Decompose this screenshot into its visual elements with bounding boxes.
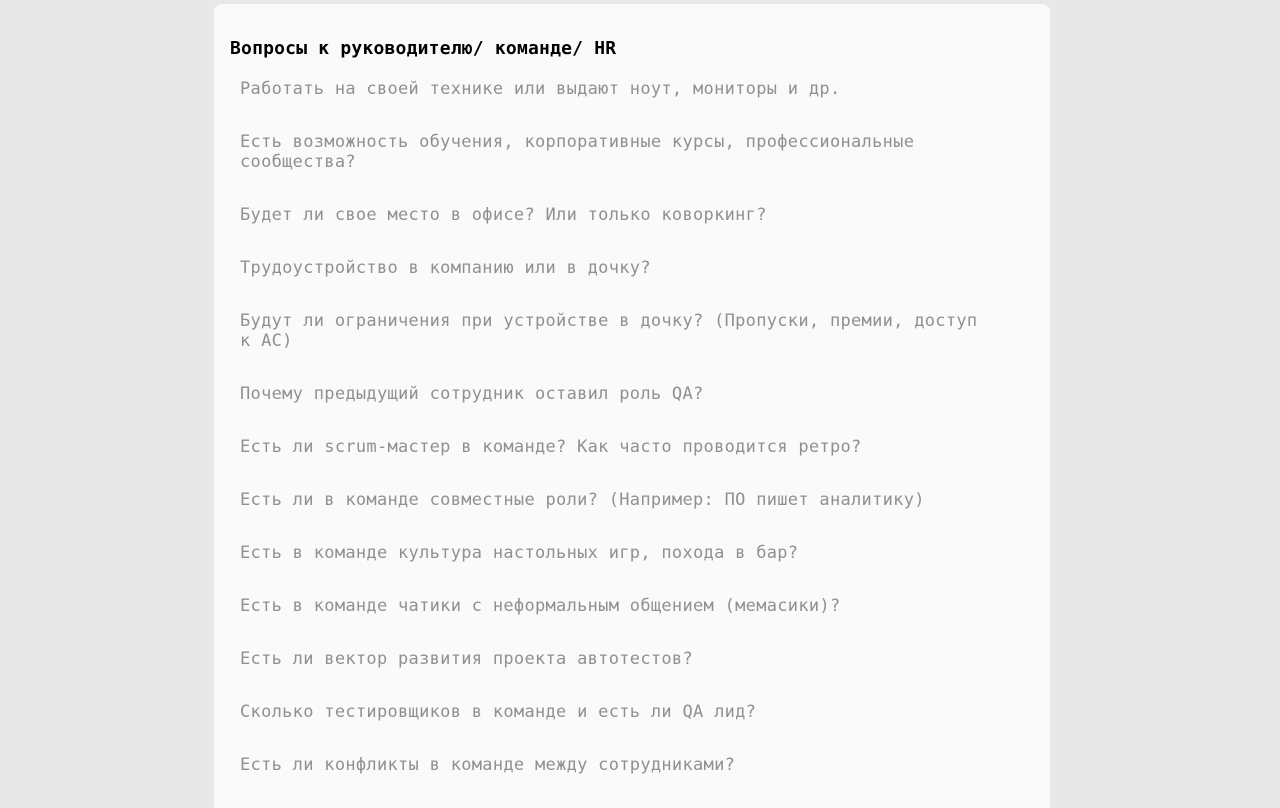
- document-card: [214, 4, 1050, 808]
- question-item: Есть ли scrum-мастер в команде? Как часто проводится ретро?: [240, 437, 862, 457]
- question-item: Есть ли в команде совместные роли? (Например: ПО пишет аналитику): [240, 490, 925, 510]
- question-item: Почему предыдущий сотрудник оставил роль QA?: [240, 384, 704, 404]
- question-item: Работать на своей технике или выдают ноут, мониторы и др.: [240, 79, 841, 99]
- question-item: Есть в команде чатики с неформальным общением (мемасики)?: [240, 596, 841, 616]
- question-item: Трудоустройство в компанию или в дочку?: [240, 258, 651, 278]
- question-item: Есть в команде культура настольных игр, похода в бар?: [240, 543, 799, 563]
- questions-list: [230, 79, 1034, 775]
- document-title: Вопросы к руководителю/ команде/ HR: [230, 38, 617, 59]
- question-item: Сколько тестировщиков в команде и есть ли QA лид?: [240, 702, 757, 722]
- question-item: Есть ли конфликты в команде между сотрудниками?: [240, 755, 736, 775]
- question-item: Есть возможность обучения, корпоративные курсы, профессиональные сообщества?: [240, 132, 915, 172]
- question-item: Будут ли ограничения при устройстве в дочку? (Пропуски, премии, доступ к АС): [240, 311, 978, 351]
- question-item: Будет ли свое место в офисе? Или только коворкинг?: [240, 205, 767, 225]
- question-item: Есть ли вектор развития проекта автотестов?: [240, 649, 693, 669]
